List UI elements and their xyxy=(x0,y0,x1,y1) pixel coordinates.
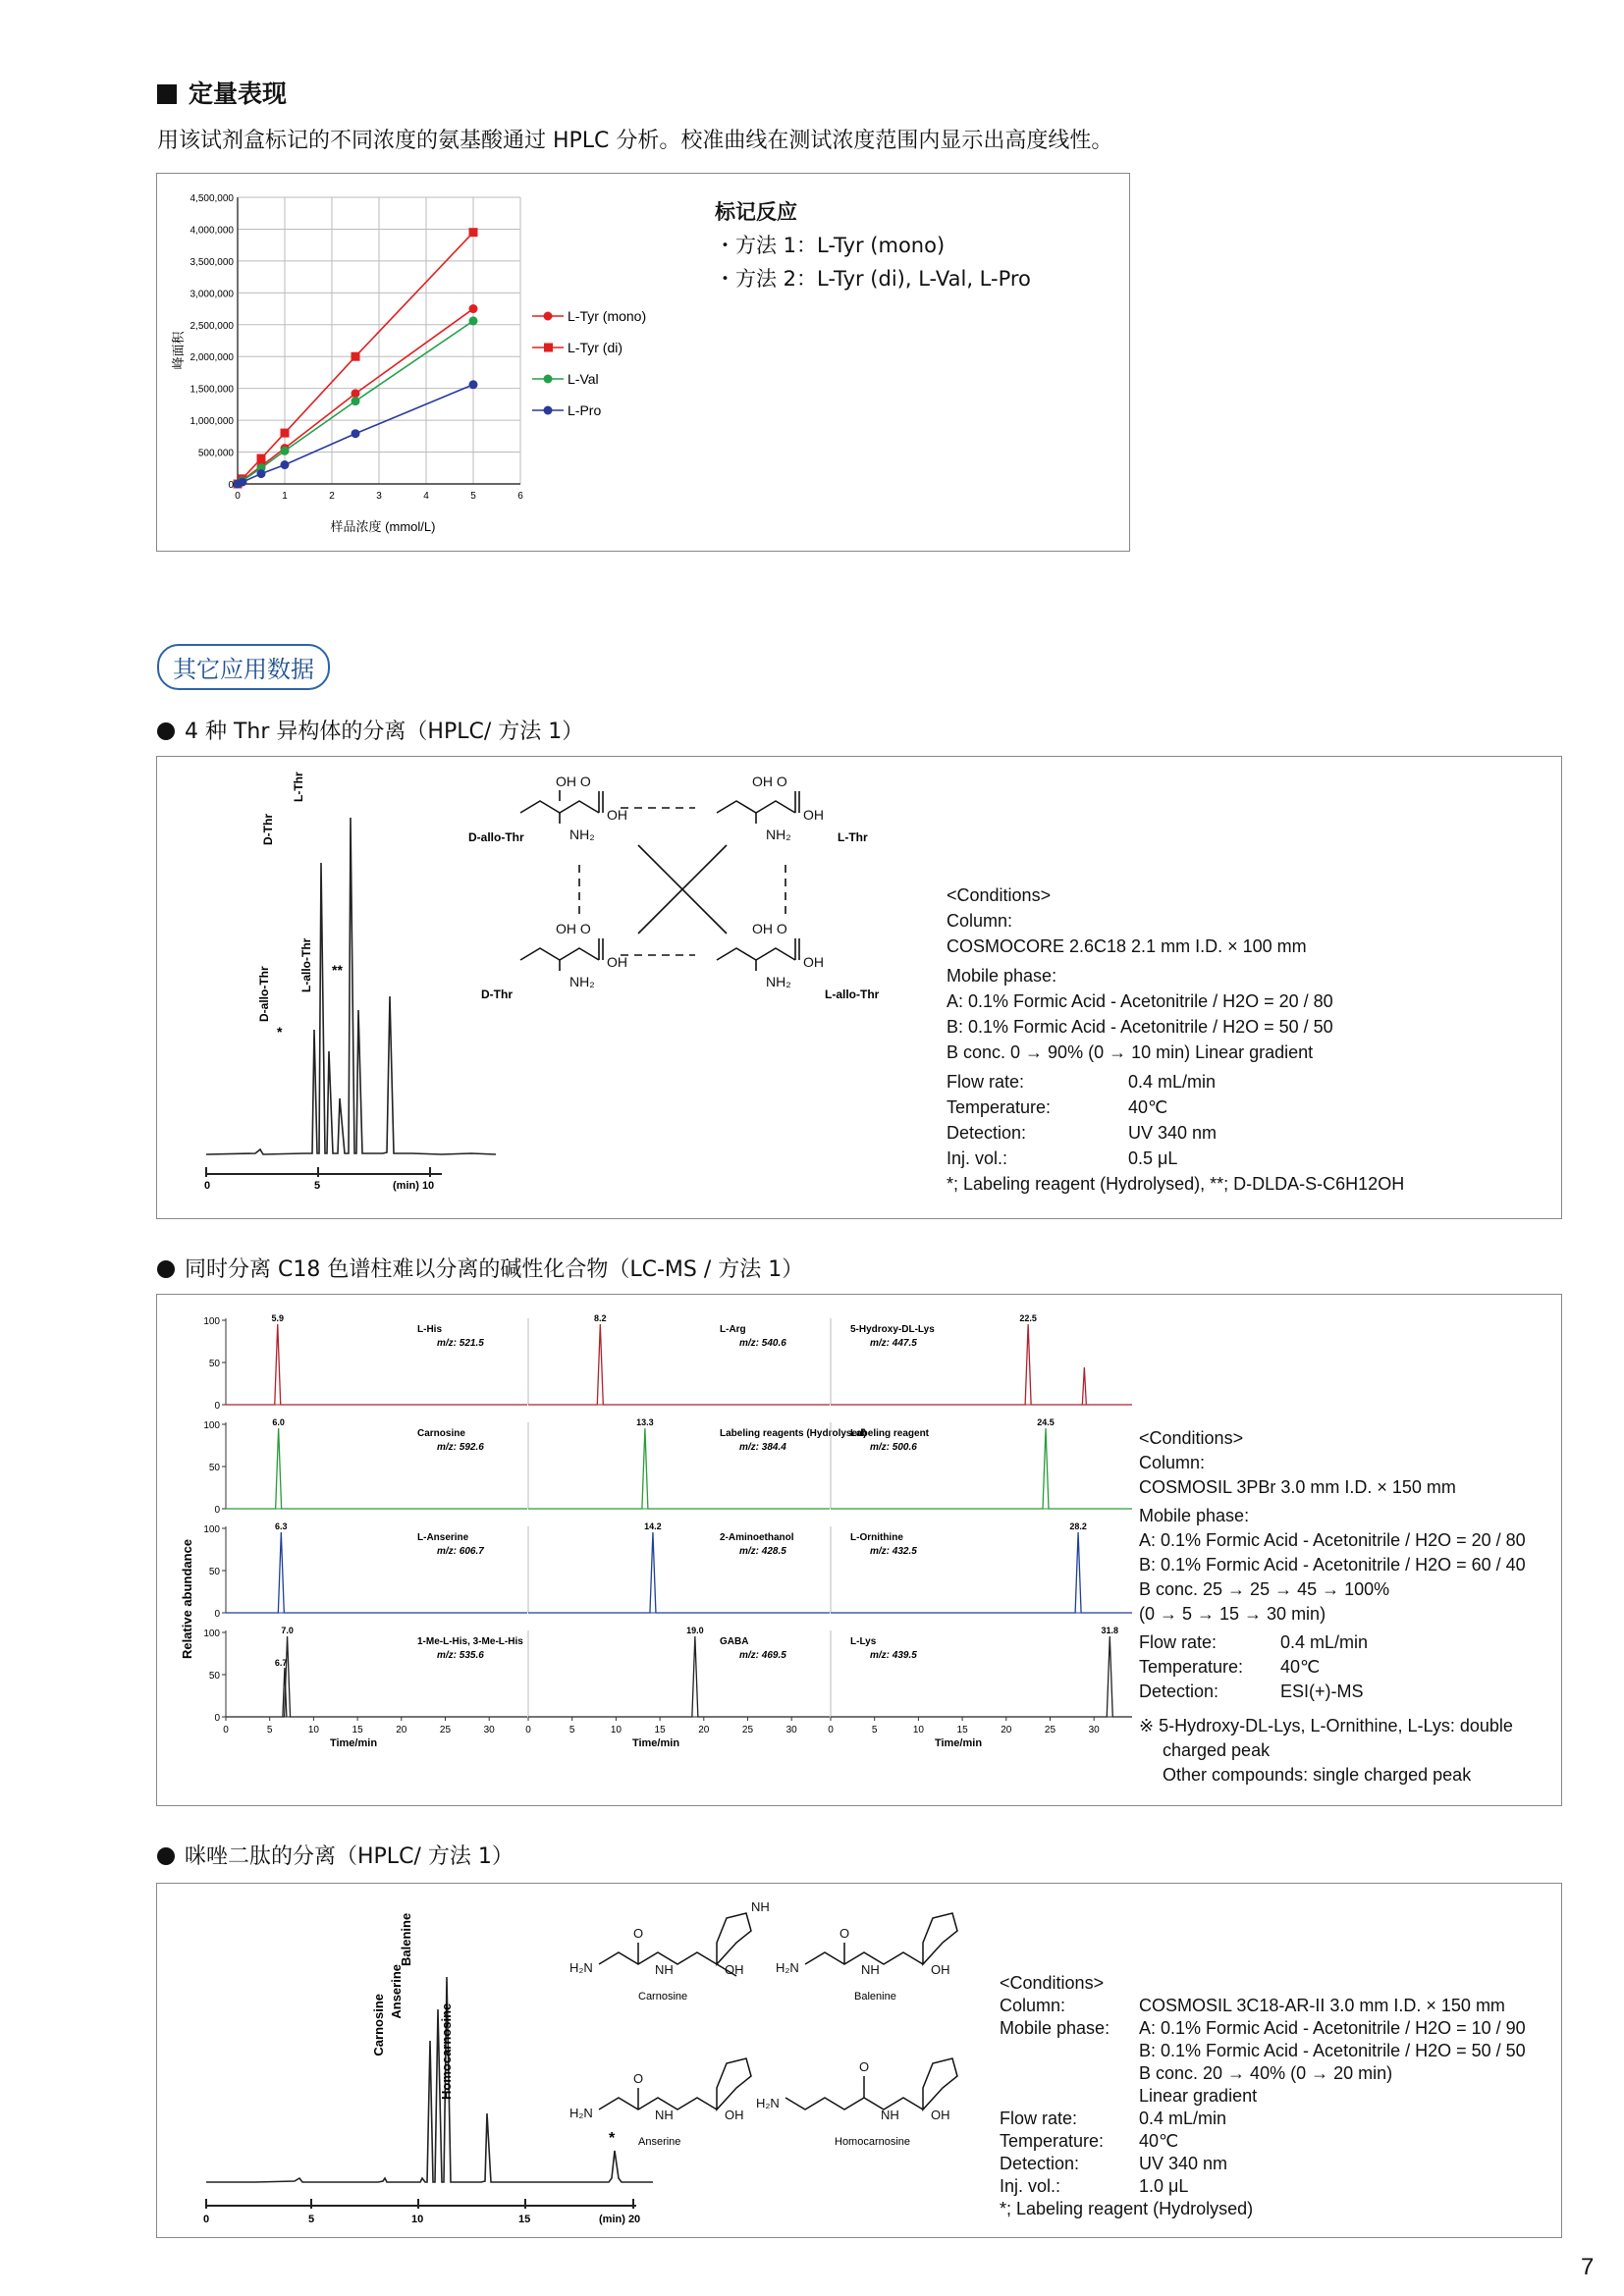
y-tick-label: 2,500,000 xyxy=(189,320,234,332)
lcms-panel xyxy=(831,1417,1132,1509)
lcms-x-tick: 20 xyxy=(698,1725,710,1735)
calibration-figure xyxy=(156,173,1130,552)
reaction-notes xyxy=(715,195,1031,295)
lcms-x-tick: 10 xyxy=(307,1725,319,1735)
imid-conditions: <Conditions> Column: COSMOSIL 3C18-AR-II 3.0 mm I.D. × 150 mm Mobile phase: A: 0.1% Formic Acid - Acetonitrile / H2O = 10 / 90 B: 0.1% Formic Acid - Acetonitrile / H2O = 50 / 50 B conc. 20 → 40% (0 → 20 min) Linear gradient Flow rate: 0.4 mL/min Temperature: 40℃ Detection: UV 340 nm Inj. vol.: 1.0 μL *; Labeling reagent (Hydrolysed) xyxy=(1000,1973,1526,2218)
peak-label-double-star: ** xyxy=(332,962,343,978)
x-axis-label: 样品浓度 (mmol/L) xyxy=(330,519,436,534)
lcms-mz: m/z: 428.5 xyxy=(739,1546,786,1557)
y-tick-label: 1,500,000 xyxy=(189,384,234,396)
lcms-x-tick: 25 xyxy=(1044,1725,1056,1735)
lcms-peak xyxy=(528,1636,830,1717)
data-point xyxy=(257,454,266,463)
y-tick-label: 4,500,000 xyxy=(189,193,234,204)
svg-text:OH O: OH O xyxy=(752,774,787,789)
lcms-x-tick: 25 xyxy=(741,1725,754,1735)
imid-structures xyxy=(599,1913,957,2109)
data-point xyxy=(352,352,360,361)
svg-text:NH: NH xyxy=(655,1962,674,1977)
x-tick-label: 0 xyxy=(235,491,241,502)
lcms-y-tick: 0 xyxy=(214,1401,220,1412)
peak-label-homocarnosine: Homocarnosine xyxy=(439,2002,454,2100)
data-point xyxy=(281,429,290,438)
lcms-x-tick: 5 xyxy=(568,1725,575,1735)
data-point xyxy=(352,429,360,438)
legend-marker xyxy=(544,344,553,352)
lcms-x-tick: 15 xyxy=(956,1725,968,1735)
lcms-x-tick: 0 xyxy=(525,1725,531,1735)
lcms-panel xyxy=(203,1522,527,1620)
lcms-rt-label: 7.0 xyxy=(281,1626,294,1635)
lcms-mz: m/z: 500.6 xyxy=(870,1442,917,1453)
lcms-peak xyxy=(831,1532,1132,1613)
x-tick-label: 5 xyxy=(470,491,476,502)
y-tick-label: 4,000,000 xyxy=(189,225,234,237)
svg-text:OH O: OH O xyxy=(556,921,591,936)
square-bullet-icon xyxy=(157,84,177,104)
y-tick-label: 3,500,000 xyxy=(189,256,234,268)
peak-label-l-allo-thr: L-allo-Thr xyxy=(299,937,313,992)
circle-bullet-icon xyxy=(157,1847,175,1865)
lcms-y-tick: 100 xyxy=(203,1524,220,1535)
lcms-y-tick: 100 xyxy=(203,1316,220,1327)
lcms-panel xyxy=(528,1417,866,1509)
lcms-panel xyxy=(831,1313,1132,1405)
data-point xyxy=(469,304,478,313)
thr-structures xyxy=(520,790,799,971)
lcms-panel xyxy=(203,1417,527,1516)
lcms-rt-label: 24.5 xyxy=(1037,1417,1055,1427)
x-tick-label: 2 xyxy=(329,491,335,502)
lcms-mz: m/z: 432.5 xyxy=(870,1546,917,1557)
lcms-rt-label: 6.7 xyxy=(274,1658,288,1668)
y-tick-label: 1,000,000 xyxy=(189,416,234,428)
thr-title: 4 种 Thr 异构体的分离（HPLC/ 方法 1） xyxy=(157,715,583,745)
lcms-mz: m/z: 521.5 xyxy=(437,1338,484,1349)
lcms-mz: m/z: 384.4 xyxy=(739,1442,786,1453)
lcms-compound-name: L-Arg xyxy=(720,1324,746,1335)
thr-x-tick-0: 0 xyxy=(204,1180,211,1192)
y-tick-label: 2,000,000 xyxy=(189,352,234,364)
y-tick-label: 3,000,000 xyxy=(189,289,234,300)
svg-text:OH: OH xyxy=(931,1962,950,1977)
peak-label-star: * xyxy=(609,2130,616,2147)
lcms-x-tick: 5 xyxy=(266,1725,273,1735)
lcms-x-tick: 30 xyxy=(483,1725,495,1735)
lcms-figure xyxy=(156,1294,1562,1806)
lcms-panel xyxy=(828,1626,1132,1749)
struct-label-homocarnosine: Homocarnosine xyxy=(835,2136,911,2148)
lcms-mz: m/z: 439.5 xyxy=(870,1650,917,1661)
lcms-compound-name: L-Ornithine xyxy=(850,1532,903,1543)
lcms-y-tick: 0 xyxy=(214,1505,220,1516)
lcms-x-tick: 20 xyxy=(396,1725,407,1735)
svg-text:NH₂: NH₂ xyxy=(569,974,595,989)
svg-text:O: O xyxy=(633,2071,644,2086)
thr-x-tick-10: (min) 10 xyxy=(393,1180,435,1192)
lcms-panel xyxy=(831,1522,1132,1613)
svg-text:OH O: OH O xyxy=(556,774,591,789)
x-tick-label: 6 xyxy=(517,491,523,502)
lcms-x-tick: 0 xyxy=(223,1725,229,1735)
lcms-x-tick: 30 xyxy=(1088,1725,1100,1735)
data-point xyxy=(238,478,246,487)
svg-text:NH₂: NH₂ xyxy=(766,827,791,842)
lcms-panel xyxy=(528,1522,830,1613)
lcms-panel xyxy=(203,1626,527,1749)
lcms-panel xyxy=(528,1313,830,1405)
lcms-rt-label: 5.9 xyxy=(271,1313,285,1323)
legend-label: L-Tyr (di) xyxy=(568,340,623,355)
reaction-title: 标记反应 xyxy=(715,200,797,224)
svg-text:O: O xyxy=(859,2059,870,2074)
data-point xyxy=(469,316,478,325)
peak-label-anserine: Anserine xyxy=(389,1964,404,2019)
data-point xyxy=(469,380,478,389)
lcms-mz: m/z: 606.7 xyxy=(437,1546,484,1557)
struct-label-l-allo-thr: L-allo-Thr xyxy=(825,988,880,1001)
y-axis-label: 峰面积 xyxy=(171,331,186,370)
lcms-y-tick: 0 xyxy=(214,1609,220,1620)
lcms-peak xyxy=(1082,1367,1086,1405)
lcms-compound-name: L-Anserine xyxy=(417,1532,469,1543)
svg-text:O: O xyxy=(839,1926,850,1941)
lcms-compound-name: L-Lys xyxy=(850,1636,877,1647)
lcms-conditions: <Conditions> Column: COSMOSIL 3PBr 3.0 mm I.D. × 150 mm Mobile phase: A: 0.1% Formic Acid - Acetonitrile / H2O = 20 / 80 B: 0.1% Formic Acid - Acetonitrile / H2O = 60 / 40 B conc. 25 → 25 → 45 → 100% (0 → 5 → 15 → 30 min) Flow rate: 0.4 mL/min Temperature: 40℃ Detection: ESI(+)-MS ※ 5-Hydroxy-DL-Lys, L-Ornithine, L-Lys: double charged peak Other compounds: single charged peak xyxy=(1139,1428,1526,1785)
lcms-compound-name: Labeling reagent xyxy=(850,1428,930,1439)
svg-text:NH: NH xyxy=(655,2108,674,2122)
lcms-mz: m/z: 592.6 xyxy=(437,1442,484,1453)
lcms-rt-label: 13.3 xyxy=(636,1417,654,1427)
circle-bullet-icon xyxy=(157,722,175,740)
peak-label-balenine: Balenine xyxy=(399,1912,413,1966)
chart-legend xyxy=(532,308,646,418)
peak-label-carnosine: Carnosine xyxy=(371,1994,386,2056)
lcms-rt-label: 6.3 xyxy=(275,1522,288,1531)
lcms-x-tick: 5 xyxy=(871,1725,878,1735)
lcms-x-tick: 25 xyxy=(439,1725,452,1735)
lcms-compound-name: 2-Aminoethanol xyxy=(720,1532,794,1543)
data-point xyxy=(352,397,360,405)
imid-x-tick-15: 15 xyxy=(518,2214,531,2225)
struct-label-d-allo-thr: D-allo-Thr xyxy=(468,830,524,844)
lcms-x-tick: 10 xyxy=(610,1725,622,1735)
imid-x-tick-10: 10 xyxy=(411,2214,424,2225)
svg-text:OH: OH xyxy=(931,2108,950,2122)
thr-conditions: <Conditions> Column: COSMOCORE 2.6C18 2.1 mm I.D. × 100 mm Mobile phase: A: 0.1% Formic Acid - Acetonitrile / H2O = 20 / 80 B: 0.1% Formic Acid - Acetonitrile / H2O = 50 / 50 B conc. 0 → 90% (0 → 10 min) Linear gradient Flow rate: 0.4 mL/min Temperature: 40℃ Detection: UV 340 nm Inj. vol.: 0.5 μL *; Labeling reagent (Hydrolysed), **; D-DLDA-S-C6H12OH xyxy=(947,885,1405,1194)
data-point xyxy=(281,460,290,469)
data-point xyxy=(469,228,478,237)
lcms-peak xyxy=(226,1636,527,1717)
svg-text:OH: OH xyxy=(803,807,824,823)
lcms-mz: m/z: 535.6 xyxy=(437,1650,484,1661)
lcms-x-tick: 10 xyxy=(912,1725,924,1735)
y-tick-label: 500,000 xyxy=(197,448,234,459)
imid-x-tick-20: (min) 20 xyxy=(599,2214,641,2225)
lcms-x-tick: 15 xyxy=(352,1725,363,1735)
lcms-y-tick: 50 xyxy=(208,1463,220,1473)
lcms-compound-name: 5-Hydroxy-DL-Lys xyxy=(850,1324,935,1335)
lcms-mz: m/z: 469.5 xyxy=(739,1650,786,1661)
lcms-compound-name: L-His xyxy=(417,1324,442,1335)
svg-text:OH: OH xyxy=(725,2108,744,2122)
lcms-x-tick: 30 xyxy=(785,1725,797,1735)
lcms-compound-name: Labeling reagents (Hydrolysed) xyxy=(720,1428,867,1439)
peak-label-d-allo-thr: D-allo-Thr xyxy=(257,966,271,1022)
lcms-y-tick: 50 xyxy=(208,1671,220,1682)
lcms-rt-label: 14.2 xyxy=(644,1522,662,1531)
struct-label-l-thr: L-Thr xyxy=(838,830,868,844)
lcms-rt-label: 6.0 xyxy=(272,1417,285,1427)
reaction-method-2: ・方法 2：L-Tyr (di), L-Val, L-Pro xyxy=(715,267,1031,291)
page-number: 7 xyxy=(1581,2254,1595,2280)
svg-text:H₂N: H₂N xyxy=(776,1960,799,1975)
struct-label-anserine: Anserine xyxy=(638,2136,681,2148)
svg-text:H₂N: H₂N xyxy=(756,2096,780,2110)
data-point xyxy=(257,469,266,478)
circle-bullet-icon xyxy=(157,1260,175,1278)
section-title: 定量表现 xyxy=(157,75,287,110)
reaction-method-1: ・方法 1：L-Tyr (mono) xyxy=(715,234,946,257)
imid-title: 咪唑二肽的分离（HPLC/ 方法 1） xyxy=(157,1840,514,1870)
lcms-y-tick: 100 xyxy=(203,1629,220,1639)
lcms-y-tick: 100 xyxy=(203,1420,220,1431)
lcms-peak xyxy=(528,1428,830,1509)
lcms-peak xyxy=(226,1428,527,1509)
lcms-rt-label: 31.8 xyxy=(1101,1626,1119,1635)
lcms-peak xyxy=(831,1324,1132,1405)
lcms-peak xyxy=(831,1428,1132,1509)
lcms-rt-label: 28.2 xyxy=(1069,1522,1087,1531)
lcms-peak xyxy=(831,1636,1132,1717)
lcms-compound-name: Carnosine xyxy=(417,1428,465,1439)
svg-text:NH: NH xyxy=(881,2108,899,2122)
lcms-peak xyxy=(226,1324,527,1405)
legend-marker xyxy=(544,375,553,384)
imid-x-tick-0: 0 xyxy=(203,2214,210,2225)
lcms-x-tick: 0 xyxy=(828,1725,834,1735)
struct-label-balenine: Balenine xyxy=(854,1991,896,2002)
lcms-x-label: Time/min xyxy=(329,1737,378,1749)
lcms-y-label: Relative abundance xyxy=(180,1538,194,1660)
struct-label-d-thr: D-Thr xyxy=(481,988,513,1001)
lcms-y-tick: 0 xyxy=(214,1713,220,1724)
svg-text:NH: NH xyxy=(861,1962,880,1977)
section-description: 用该试剂盒标记的不同浓度的氨基酸通过 HPLC 分析。校准曲线在测试浓度范围内显示出高度线性。 xyxy=(157,129,1113,153)
legend-label: L-Val xyxy=(568,371,599,387)
lcms-rt-label: 8.2 xyxy=(594,1313,607,1323)
legend-marker xyxy=(544,406,553,415)
y-tick-label: 0 xyxy=(228,480,234,491)
lcms-panel xyxy=(525,1626,830,1749)
imid-figure xyxy=(156,1883,1562,2238)
lcms-x-tick: 20 xyxy=(1001,1725,1012,1735)
svg-text:NH₂: NH₂ xyxy=(766,974,791,989)
x-tick-label: 1 xyxy=(282,491,288,502)
imid-x-tick-5: 5 xyxy=(308,2214,315,2225)
svg-text:OH: OH xyxy=(803,954,824,970)
data-point xyxy=(281,447,290,455)
lcms-compound-name: 1-Me-L-His, 3-Me-L-His xyxy=(417,1636,523,1647)
lcms-panel xyxy=(203,1313,527,1412)
lcms-rt-label: 19.0 xyxy=(686,1626,704,1635)
lcms-x-tick: 15 xyxy=(654,1725,666,1735)
lcms-peak xyxy=(226,1532,527,1613)
peak-label-d-thr: D-Thr xyxy=(261,814,275,845)
legend-label: L-Pro xyxy=(568,402,602,418)
x-tick-label: 3 xyxy=(376,491,382,502)
lcms-mz: m/z: 447.5 xyxy=(870,1338,917,1349)
svg-text:OH: OH xyxy=(607,807,627,823)
peak-label-star: * xyxy=(277,1024,283,1040)
svg-text:H₂N: H₂N xyxy=(569,2106,593,2120)
lcms-mz: m/z: 540.6 xyxy=(739,1338,786,1349)
svg-text:OH: OH xyxy=(725,1962,744,1977)
lcms-compound-name: GABA xyxy=(720,1636,749,1647)
svg-text:NH: NH xyxy=(751,1899,770,1914)
svg-text:H₂N: H₂N xyxy=(569,1960,593,1975)
lcms-peak xyxy=(528,1532,830,1613)
legend-label: L-Tyr (mono) xyxy=(568,308,647,324)
lcms-y-tick: 50 xyxy=(208,1567,220,1577)
svg-text:NH₂: NH₂ xyxy=(569,827,595,842)
lcms-title: 同时分离 C18 色谱柱难以分离的碱性化合物（LC-MS / 方法 1） xyxy=(157,1253,803,1283)
lcms-peak xyxy=(528,1324,830,1405)
thr-x-tick-5: 5 xyxy=(314,1180,321,1192)
lcms-x-label: Time/min xyxy=(631,1737,680,1749)
lcms-rt-label: 22.5 xyxy=(1019,1313,1037,1323)
svg-text:O: O xyxy=(633,1926,644,1941)
lcms-x-label: Time/min xyxy=(934,1737,983,1749)
section-pill: 其它应用数据 xyxy=(157,644,330,690)
svg-text:OH O: OH O xyxy=(752,921,787,936)
x-tick-label: 4 xyxy=(423,491,429,502)
data-point xyxy=(352,389,360,398)
thr-figure xyxy=(156,756,1562,1219)
svg-text:OH: OH xyxy=(607,954,627,970)
legend-marker xyxy=(544,312,553,321)
thr-chromatogram xyxy=(204,772,496,1192)
chart-grid xyxy=(238,197,520,484)
lcms-y-tick: 50 xyxy=(208,1359,220,1369)
struct-label-carnosine: Carnosine xyxy=(638,1991,688,2002)
peak-label-l-thr: L-Thr xyxy=(292,772,305,802)
chart-series xyxy=(234,228,478,488)
